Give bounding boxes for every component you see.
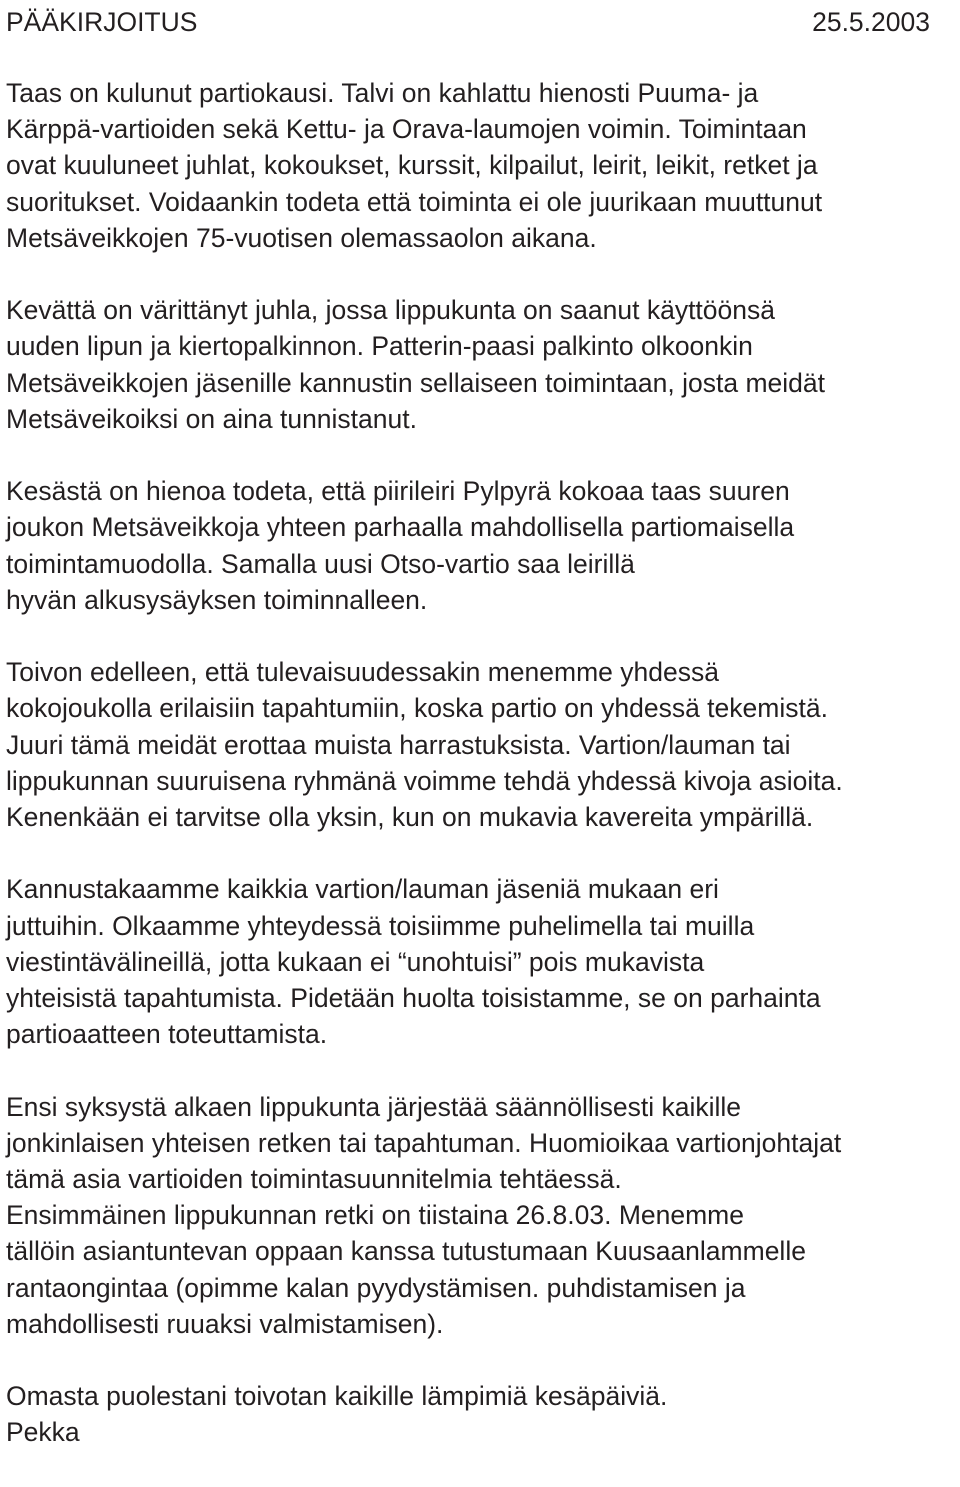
page-title: PÄÄKIRJOITUS [6, 7, 198, 37]
text-line: Metsäveikkojen 75-vuotisen olemassaolon aikana. [6, 222, 597, 253]
editorial-body [6, 75, 954, 1487]
text-line: toimintamuodolla. Samalla uusi Otso-vartio saa leirillä [6, 548, 635, 579]
text-line: hyvän alkusysäyksen toiminnalleen. [6, 584, 428, 615]
text-line: suoritukset. Voidaankin todeta että toiminta ei ole juurikaan muuttunut [6, 186, 823, 217]
text-line: rantaongintaa (opimme kalan pyydystämisen. puhdistamisen ja [6, 1272, 746, 1303]
text-line: tällöin asiantuntevan oppaan kanssa tutustumaan Kuusaanlammelle [6, 1236, 806, 1267]
paragraph-closing [6, 1378, 954, 1450]
text-line: Toivon edelleen, että tulevaisuudessakin menemme yhdessä [6, 657, 719, 688]
paragraph [6, 1089, 954, 1342]
text-line: joukon Metsäveikkoja yhteen parhaalla mahdollisella partiomaisella [6, 512, 795, 543]
text-line: Juuri tämä meidät erottaa muista harrastuksista. Vartion/lauman tai [6, 729, 791, 760]
paragraph [6, 473, 954, 618]
author-signature: Pekka [6, 1417, 80, 1448]
text-line: Kenenkään ei tarvitse olla yksin, kun on mukavia kavereita ympärillä. [6, 802, 814, 833]
text-line: Kannustakaamme kaikkia vartion/lauman jäseniä mukaan eri [6, 874, 719, 905]
text-line: Ensi syksystä alkaen lippukunta järjestää säännöllisesti kaikille [6, 1091, 742, 1122]
text-line: Taas on kulunut partiokausi. Talvi on kahlattu hienosti Puuma- ja [6, 78, 759, 108]
paragraph [6, 75, 954, 256]
text-line: juttuihin. Olkaamme yhteydessä toisiimme puhelimella tai muilla [6, 910, 755, 941]
text-line: viestintävälineillä, jotta kukaan ei “unohtuisi” pois mukavista [6, 946, 705, 977]
text-line: Metsäveikkojen jäsenille kannustin sellaiseen toimintaan, josta meidät [6, 367, 826, 398]
text-line: tämä asia vartioiden toimintasuunnitelmia tehtäessä. [6, 1164, 622, 1195]
text-line: kokojoukolla erilaisiin tapahtumiin, koska partio on yhdessä tekemistä. [6, 693, 828, 724]
text-line: Kevättä on värittänyt juhla, jossa lippukunta on saanut käyttöönsä [6, 295, 775, 326]
closing-line: Omasta puolestani toivotan kaikille lämpimiä kesäpäiviä. [6, 1381, 668, 1412]
paragraph [6, 292, 954, 437]
page-header [6, 5, 930, 39]
text-line: jonkinlaisen yhteisen retken tai tapahtuman. Huomioikaa vartionjohtajat [6, 1127, 842, 1158]
text-line: Kärppä-vartioiden sekä Kettu- ja Orava-laumojen voimin. Toimintaan [6, 114, 807, 145]
text-line: Kesästä on hienoa todeta, että piirileiri Pylpyrä kokoaa taas suuren [6, 476, 790, 507]
text-line: mahdollisesti ruuaksi valmistamisen). [6, 1308, 444, 1339]
paragraph [6, 654, 954, 835]
text-line: Ensimmäinen lippukunnan retki on tiistaina 26.8.03. Menemme [6, 1200, 744, 1231]
text-line: Metsäveikoiksi on aina tunnistanut. [6, 403, 417, 434]
text-line: ovat kuuluneet juhlat, kokoukset, kurssit, kilpailut, leirit, leikit, retket ja [6, 150, 818, 181]
publication-date: 25.5.2003 [812, 7, 930, 37]
text-line: yhteisistä tapahtumista. Pidetään huolta toisistamme, se on parhainta [6, 983, 821, 1014]
text-line: uuden lipun ja kiertopalkinnon. Patterin-paasi palkinto olkoonkin [6, 331, 753, 362]
text-line: partioaatteen toteuttamista. [6, 1019, 328, 1050]
paragraph [6, 871, 954, 1052]
text-line: lippukunnan suuruisena ryhmänä voimme tehdä yhdessä kivoja asioita. [6, 765, 843, 796]
